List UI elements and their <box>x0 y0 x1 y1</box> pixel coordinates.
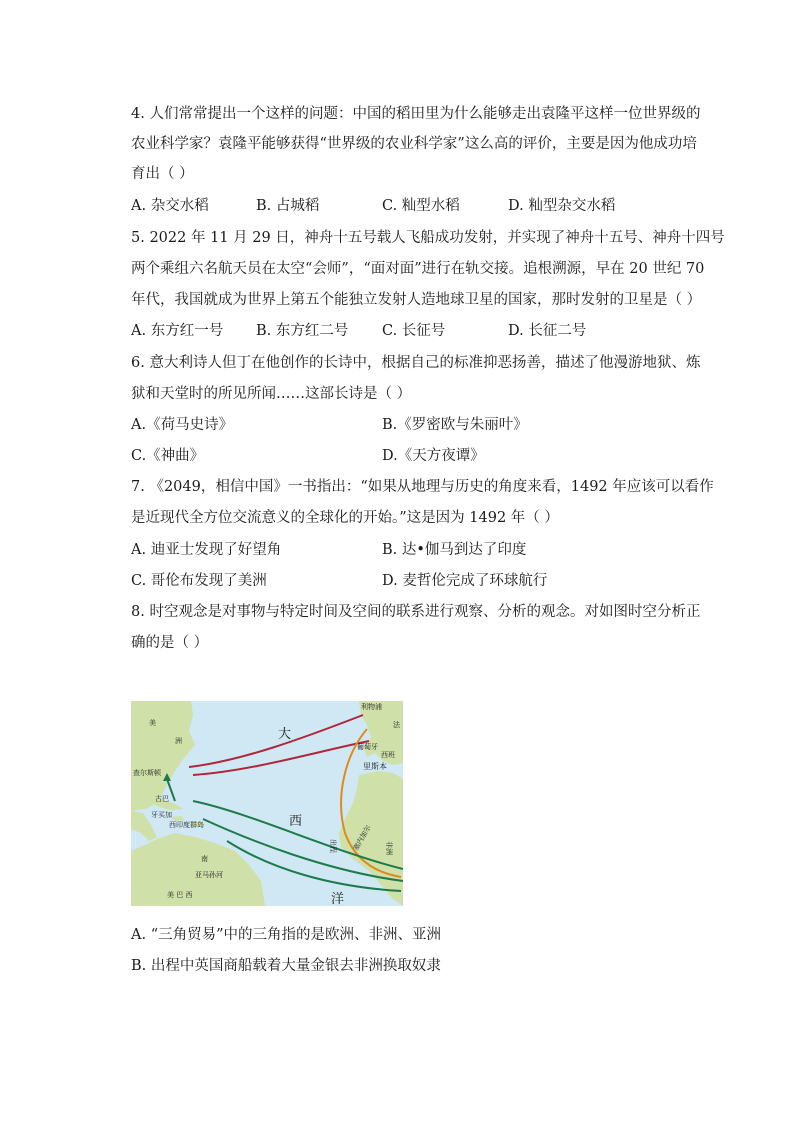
label-spain: 西班 <box>381 751 395 759</box>
triangular-trade-map <box>131 701 403 906</box>
q6-line-1: 6. 意大利诗人但丁在他创作的长诗中，根据自己的标准抑恶扬善，描述了他漫游地狱、炼 <box>131 355 701 371</box>
label-liverpool: 利物浦 <box>361 703 382 711</box>
q7-option-b: B. 达•伽马到达了印度 <box>382 542 527 558</box>
label-ocean-xi: 西 <box>289 814 303 829</box>
q4-option-b: B. 占城稻 <box>256 198 320 214</box>
label-charleston: 查尔斯顿 <box>133 769 161 777</box>
q8-line-1: 8. 时空观念是对事物与特定时间及空间的联系进行观察、分析的观念。对如图时空分析正 <box>131 604 701 620</box>
q6-option-d: D.《天方夜谭》 <box>382 448 485 464</box>
q5-line-1: 5. 2022 年 11 月 29 日，神舟十五号载人飞船成功发射，并实现了神舟十五号、神舟十四号 <box>131 230 725 246</box>
q7-option-d: D. 麦哲伦完成了环球航行 <box>382 573 548 589</box>
label-france: 法 <box>393 721 400 729</box>
label-south-america: 美 巴 西 <box>167 891 193 899</box>
q4-line-1: 4. 人们常常提出一个这样的问题：中国的稻田里为什么能够走出袁隆平这样一位世界级的 <box>131 106 701 122</box>
label-ocean-yang: 洋 <box>331 892 345 906</box>
q6-option-b: B.《罗密欧与朱丽叶》 <box>382 417 528 433</box>
label-lisbon: 里斯本 <box>363 762 387 771</box>
q7-option-a: A. 迪亚士发现了好望角 <box>131 542 282 558</box>
q6-option-c: C.《神曲》 <box>131 448 205 464</box>
label-portugal: 葡萄牙 <box>357 743 378 751</box>
label-amazon: 亚马孙河 <box>195 871 223 879</box>
q5-option-a: A. 东方红一号 <box>131 323 224 339</box>
q6-line-2: 狱和天堂时的所见所闻……这部长诗是（ ） <box>131 386 412 402</box>
q5-line-3: 年代，我国就成为世界上第五个能独立发射人造地球卫星的国家，那时发射的卫星是（ ） <box>131 292 702 308</box>
label-senegal: 塞内加尔 <box>351 823 373 852</box>
label-africa-side: 非洲 <box>385 841 393 855</box>
q6-option-a: A.《荷马史诗》 <box>131 417 234 433</box>
label-ocean-da: 大 <box>278 727 292 742</box>
q8-line-2: 确的是（ ） <box>131 635 209 651</box>
q7-option-c: C. 哥伦布发现了美洲 <box>131 573 267 589</box>
label-south: 南 <box>201 855 208 863</box>
q4-option-a: A. 杂交水稻 <box>131 198 209 214</box>
q8-option-b: B. 出程中英国商船载着大量金银去非洲换取奴隶 <box>131 958 441 974</box>
q4-option-c: C. 籼型水稻 <box>382 198 460 214</box>
label-america-mei: 美 <box>149 719 156 727</box>
label-cuba: 古巴 <box>155 795 169 803</box>
q5-option-b: B. 东方红二号 <box>256 323 349 339</box>
q7-line-1: 7. 《2049，相信中国》一书指出：“如果从地理与历史的角度来看，1492 年应该可以看作 <box>131 479 714 495</box>
q8-option-a: A. “三角贸易”中的三角指的是欧洲、非洲、亚洲 <box>131 927 442 943</box>
q7-line-2: 是近现代全方位交流意义的全球化的开始。”这是因为 1492 年（ ） <box>131 510 559 526</box>
q5-line-2: 两个乘组六名航天员在太空“会师”，“面对面”进行在轨交接。追根溯源，早在 20 世纪 70 <box>131 261 705 277</box>
label-west-indies: 西印度群岛 <box>169 821 204 829</box>
q5-option-d: D. 长征二号 <box>508 323 587 339</box>
label-jamaica: 牙买加 <box>151 811 172 819</box>
label-america-zhou: 洲 <box>175 737 182 745</box>
q4-option-d: D. 籼型杂交水稻 <box>508 198 616 214</box>
label-outbound: 出程 <box>329 839 337 853</box>
q4-line-3: 育出（ ） <box>131 166 194 182</box>
q4-line-2: 农业科学家？袁隆平能够获得“世界级的农业科学家”这么高的评价，主要是因为他成功培 <box>131 136 697 152</box>
q5-option-c: C. 长征号 <box>382 323 446 339</box>
